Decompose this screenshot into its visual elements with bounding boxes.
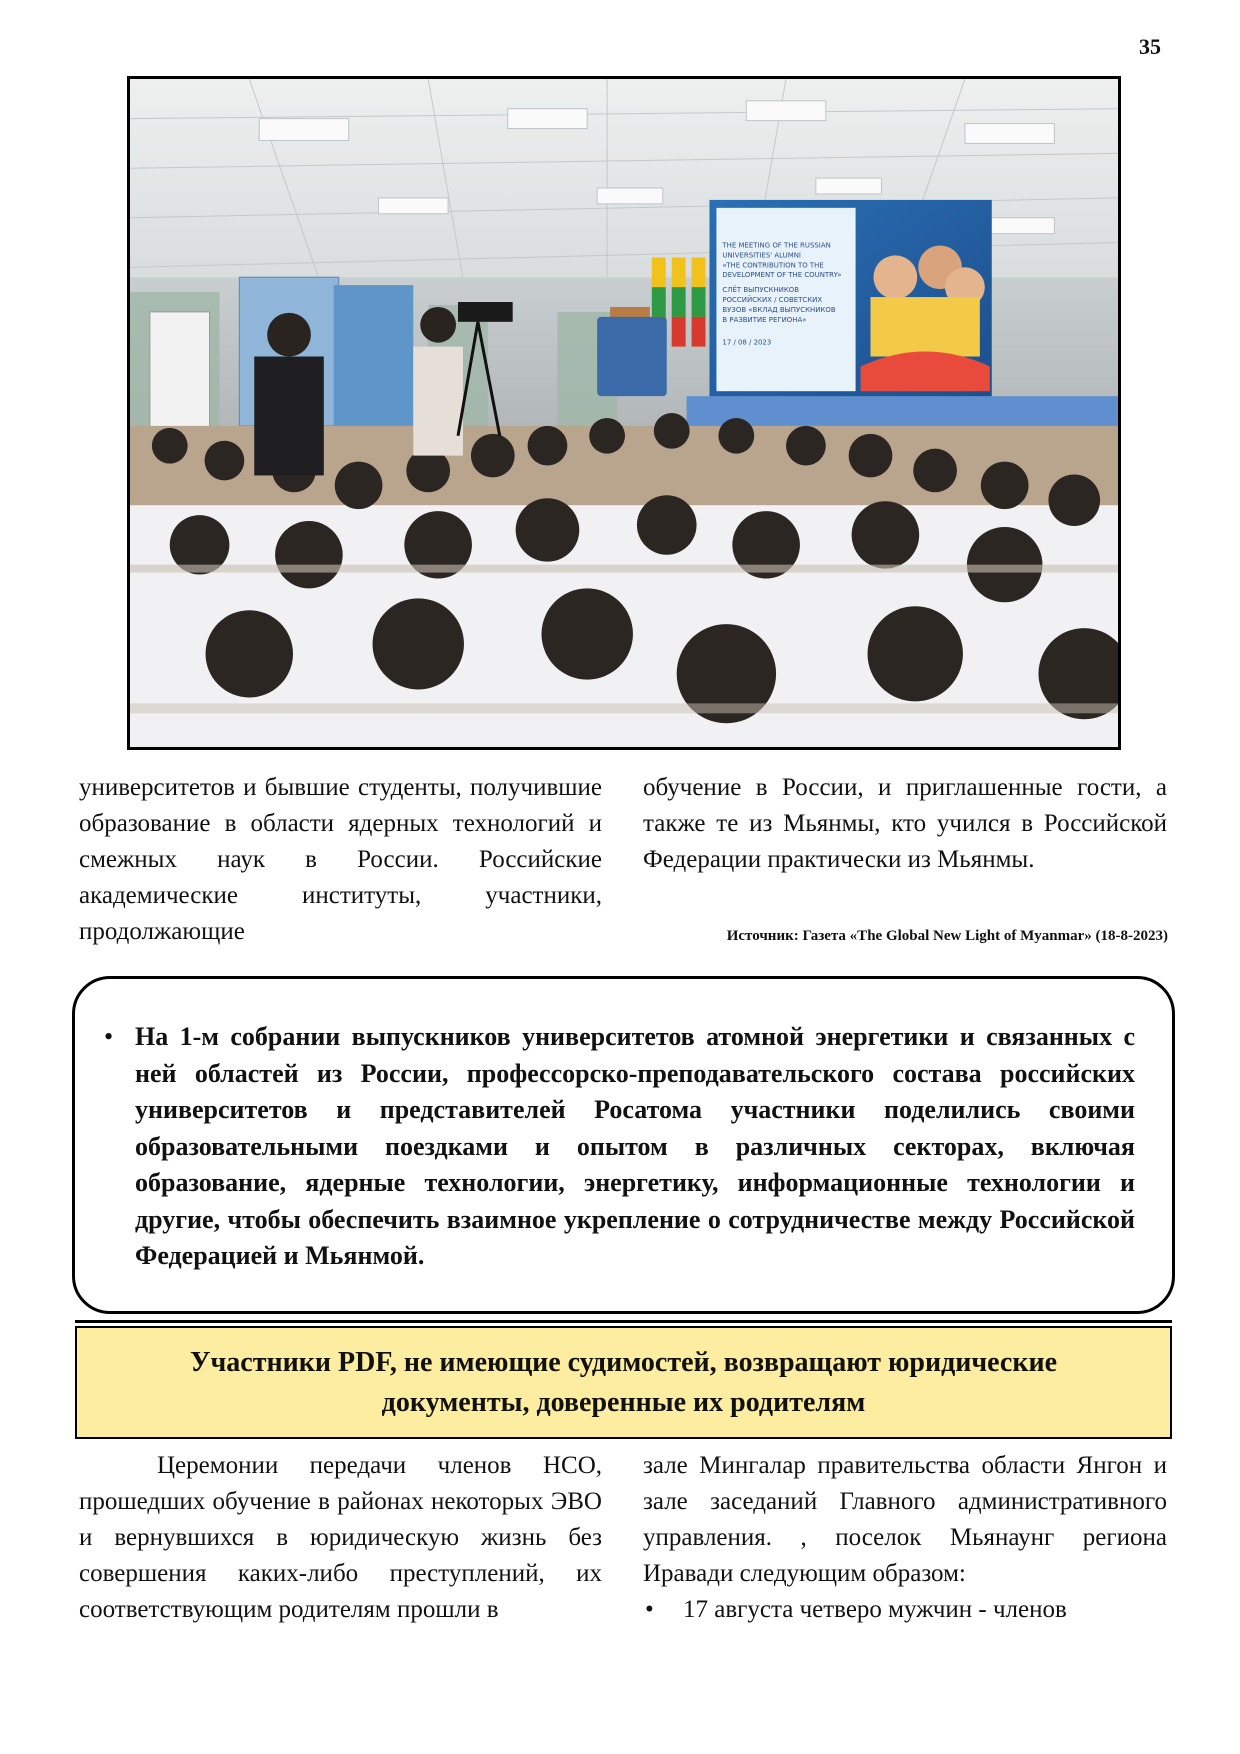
article2-left-column [79, 1448, 602, 1628]
article2-right-text: зале Мингалар правительства области Янгон и зале заседаний Главного административного управления. , поселок Мьянаунг региона Иравади следующим образом: [643, 1452, 1167, 1587]
article2-left-text: Церемонии передачи членов НСО, прошедших обучение в районах некоторых ЭВО и вернувшихся в юридическую жизнь без совершения каких-либо преступлений, их соответствующим родителям прошли в [79, 1452, 602, 1623]
screen-line-6: РОССИЙСКИХ / СОВЕТСКИХ [722, 296, 823, 304]
screen-line-2: UNIVERSITIES' ALUMNI [722, 251, 801, 260]
summary-item [104, 1019, 1135, 1275]
headline-box [75, 1326, 1172, 1439]
screen-line-5: СЛЁТ ВЫПУСКНИКОВ [722, 286, 800, 295]
article1-left-text: университетов и бывшие студенты, получившие образование в области ядерных технологий и смежных наук в России. Российские академические институты, участники, продолжающие [79, 774, 602, 945]
screen-line-8: В РАЗВИТИЕ РЕГИОНА» [722, 315, 807, 324]
article2-list [643, 1592, 1167, 1628]
bullet-icon: • [645, 1596, 654, 1623]
summary-text: На 1-м собрании выпускников университетов атомной энергетики и связанных с ней областей из России, профессорско-преподавательского состава российских университетов и представителей Росатома участники поделились своими образовательными поездками и опытом в различных секторах, включая образование, ядерные технологии, энергетику, информационные технологии и другие, чтобы обеспечить взаимное укрепление о сотрудничестве между Российской Федерацией и Мьянмой. [135, 1022, 1135, 1270]
screen-line-1: THE MEETING OF THE RUSSIAN [722, 241, 831, 250]
article1-source: Источник: Газета «The Global New Light of Myanmar» (18-8-2023) [726, 928, 1168, 944]
screen-date: 17 / 08 / 2023 [722, 338, 772, 347]
list-item [643, 1592, 1167, 1628]
article1-left-column [79, 770, 602, 950]
screen-line-3: «THE CONTRIBUTION TO THE [722, 261, 824, 270]
article2-right-column [643, 1448, 1167, 1628]
screen-line-7: ВУЗОВ «ВКЛАД ВЫПУСКНИКОВ [722, 305, 836, 314]
bullet-icon: • [104, 1022, 114, 1051]
list-item-text: 17 августа четверо мужчин - членов [683, 1596, 1067, 1623]
conference-photo-illustration [130, 79, 1118, 747]
screen-line-4: DEVELOPMENT OF THE COUNTRY» [722, 271, 842, 280]
article2-headline: Участники PDF, не имеющие судимостей, возвращают юридические документы, доверенные их родителям [189, 1346, 1058, 1418]
page-number: 35 [1139, 34, 1161, 59]
article1-right-column [643, 770, 1167, 878]
article1-right-text: обучение в России, и приглашенные гости, а также те из Мьянмы, кто учился в Российской Федерации практически из Мьянмы. [643, 774, 1167, 873]
conference-photo [127, 76, 1121, 750]
summary-box [72, 976, 1175, 1314]
